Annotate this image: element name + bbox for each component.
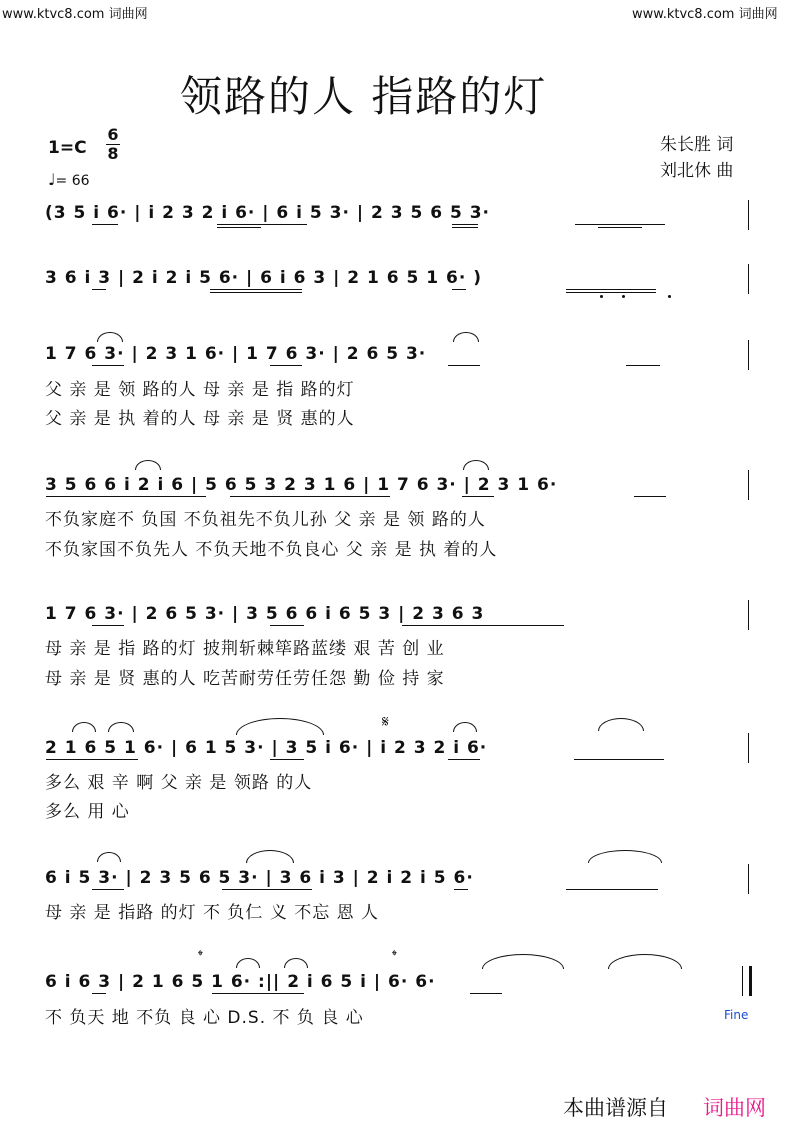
segno-icon: 𝄋 bbox=[382, 712, 389, 731]
coda-icon: 𝄌 bbox=[198, 948, 203, 964]
time-signature: 6 8 bbox=[107, 125, 119, 163]
row-6-lyrics-1: 多么 艰 辛 啊 父 亲 是 领路 的人 bbox=[45, 773, 313, 793]
underline bbox=[574, 759, 664, 760]
slur bbox=[97, 332, 123, 342]
slur bbox=[598, 718, 644, 731]
slur bbox=[236, 718, 324, 735]
barline bbox=[748, 340, 749, 370]
underline bbox=[634, 496, 666, 497]
tempo-marking: ♩= 66 bbox=[48, 170, 90, 189]
octave-dot bbox=[600, 295, 603, 298]
slur bbox=[463, 460, 489, 470]
underline bbox=[92, 993, 106, 994]
row-3-lyrics-1: 父 亲 是 领 路的人 母 亲 是 指 路的灯 bbox=[45, 380, 355, 400]
underline bbox=[575, 224, 665, 225]
underline bbox=[626, 365, 660, 366]
barline bbox=[748, 864, 749, 894]
underline bbox=[92, 289, 106, 290]
row-8-lyrics-1: 不 负天 地 不负 良 心 D.S. 不 负 良 心 bbox=[45, 1008, 364, 1028]
underline bbox=[270, 759, 304, 760]
row-6-lyrics-2: 多么 用 心 bbox=[45, 802, 130, 822]
octave-dot bbox=[622, 295, 625, 298]
underline bbox=[210, 289, 302, 290]
slur bbox=[135, 460, 161, 470]
underline bbox=[270, 625, 304, 626]
row-7-notes: 6 i 5 3· | 2 3 5 6 5 3· | 3 6 i 3 | 2 i 2 i 5 6· bbox=[45, 868, 474, 888]
row-3-notes: 1 7 6 3· | 2 3 1 6· | 1 7 6 3· | 2 6 5 3· bbox=[45, 344, 427, 364]
page-title: 领路的人 指路的灯 bbox=[180, 72, 548, 121]
barline bbox=[748, 733, 749, 763]
row-1-notes: (3 5 i 6· | i 2 3 2 i 6· | 6 i 5 3· | 2 3 5 6 5 3· bbox=[45, 203, 491, 223]
underline bbox=[92, 365, 124, 366]
row-5-notes: 1 7 6 3· | 2 6 5 3· | 3 5 6 6 i 6 5 3 | 2 3 6 3 bbox=[45, 604, 485, 624]
watermark-right: www.ktvc8.com 词曲网 bbox=[632, 7, 778, 22]
octave-dot bbox=[668, 295, 671, 298]
slur bbox=[236, 958, 260, 968]
slur bbox=[453, 332, 479, 342]
slur bbox=[482, 954, 564, 969]
slur bbox=[608, 954, 682, 969]
underline bbox=[402, 625, 564, 626]
barline bbox=[748, 600, 749, 630]
barline bbox=[748, 264, 749, 294]
key-signature: 1=C bbox=[48, 138, 87, 158]
underline bbox=[566, 292, 656, 293]
underline bbox=[230, 496, 390, 497]
underline bbox=[92, 224, 118, 225]
underline bbox=[217, 227, 261, 228]
footer-site-link[interactable]: 词曲网 bbox=[703, 1096, 766, 1120]
row-7-lyrics-1: 母 亲 是 指路 的灯 不 负仁 义 不忘 恩 人 bbox=[45, 903, 380, 923]
underline bbox=[46, 759, 138, 760]
underline bbox=[46, 496, 206, 497]
footer-source-label: 本曲谱源自 bbox=[563, 1096, 668, 1120]
underline bbox=[452, 227, 478, 228]
row-3-lyrics-2: 父 亲 是 执 着的人 母 亲 是 贤 惠的人 bbox=[45, 409, 355, 429]
composer: 刘北休 曲 bbox=[660, 161, 734, 181]
row-8-notes: 6 i 6 3 | 2 1 6 5 1 6· :|| 2 i 6 5 i | 6· 6· bbox=[45, 972, 436, 992]
underline bbox=[566, 289, 656, 290]
underline bbox=[452, 289, 466, 290]
final-barline bbox=[742, 966, 752, 996]
quarter-note-icon: ♩ bbox=[48, 170, 56, 189]
underline bbox=[448, 365, 480, 366]
underline bbox=[210, 292, 302, 293]
row-4-lyrics-2: 不负家国不负先人 不负天地不负良心 父 亲 是 执 着的人 bbox=[45, 540, 498, 560]
watermark-left: www.ktvc8.com 词曲网 bbox=[2, 7, 148, 22]
underline bbox=[452, 224, 478, 225]
row-2-notes: 3 6 i 3 | 2 i 2 i 5 6· | 6 i 6 3 | 2 1 6 5 1 6· ) bbox=[45, 268, 483, 288]
coda-icon-2: 𝄌 bbox=[392, 948, 397, 964]
barline bbox=[748, 200, 749, 230]
underline bbox=[448, 759, 480, 760]
slur bbox=[72, 722, 96, 732]
slur bbox=[108, 722, 134, 732]
underline bbox=[566, 889, 658, 890]
underline bbox=[454, 889, 468, 890]
underline bbox=[92, 625, 124, 626]
row-5-lyrics-1: 母 亲 是 指 路的灯 披荆斩棘筚路蓝缕 艰 苦 创 业 bbox=[45, 639, 445, 659]
slur bbox=[246, 850, 294, 863]
slur bbox=[588, 850, 662, 863]
slur bbox=[453, 722, 477, 732]
barline bbox=[748, 470, 749, 500]
row-5-lyrics-2: 母 亲 是 贤 惠的人 吃苦耐劳任劳任怨 勤 俭 持 家 bbox=[45, 669, 445, 689]
underline bbox=[222, 889, 312, 890]
underline bbox=[212, 993, 304, 994]
fine-marking: Fine bbox=[724, 1008, 749, 1022]
underline bbox=[217, 224, 307, 225]
underline bbox=[462, 496, 494, 497]
underline bbox=[598, 227, 642, 228]
underline bbox=[92, 889, 124, 890]
underline bbox=[470, 993, 502, 994]
underline bbox=[270, 365, 302, 366]
row-4-lyrics-1: 不负家庭不 负国 不负祖先不负儿孙 父 亲 是 领 路的人 bbox=[45, 510, 486, 530]
row-4-notes: 3 5 6 6 i 2 i 6 | 5 6 5 3 2 3 1 6 | 1 7 6 3· | 2 3 1 6· bbox=[45, 475, 558, 495]
lyricist: 朱长胜 词 bbox=[660, 135, 734, 155]
slur bbox=[284, 958, 308, 968]
slur bbox=[97, 852, 121, 862]
row-6-notes: 2 1 6 5 1 6· | 6 1 5 3· | 3 5 i 6· | i 2 3 2 i 6· bbox=[45, 738, 488, 758]
